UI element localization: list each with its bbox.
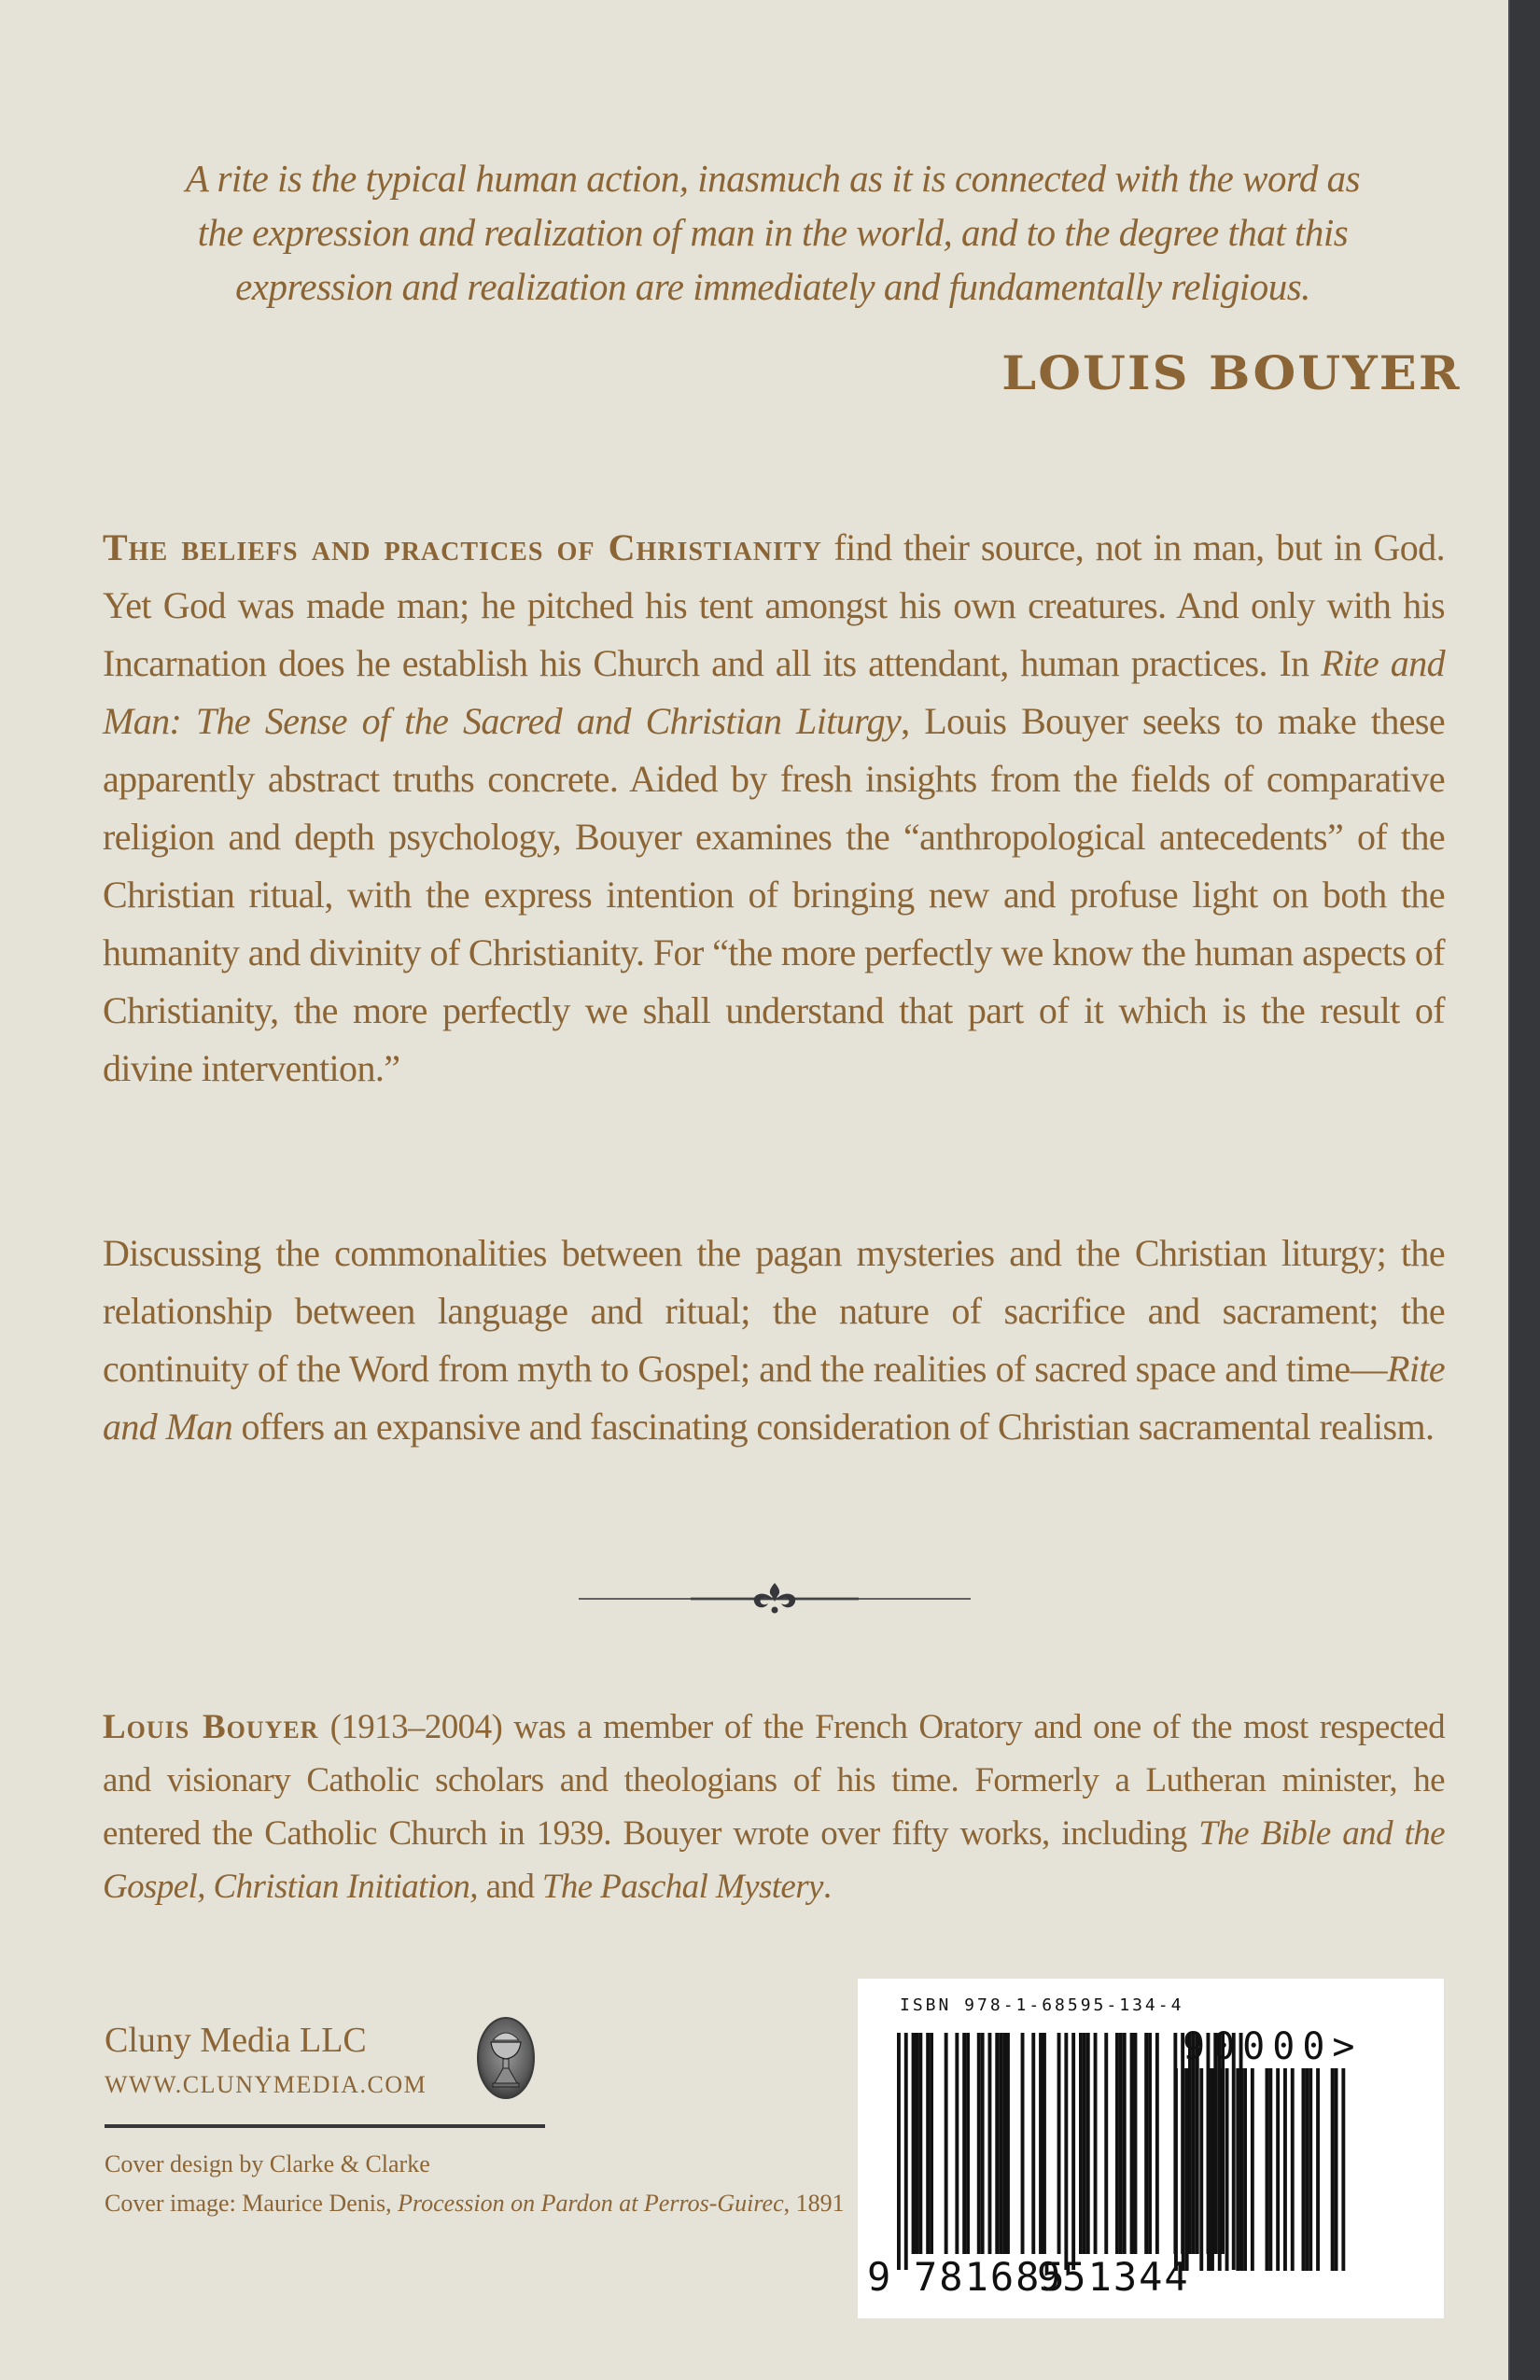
- cover-design-credit: Cover design by Clarke & Clarke: [105, 2150, 430, 2177]
- barcode-bar: [904, 2033, 908, 2270]
- barcode-bar: [999, 2033, 1002, 2254]
- addon-barcode-bar: [1182, 2068, 1185, 2271]
- credit-text: , 1891: [783, 2190, 845, 2217]
- barcode-bar: [981, 2033, 985, 2254]
- barcode-bar: [926, 2033, 930, 2254]
- barcode-bar: [1148, 2033, 1152, 2254]
- epigraph-quote: [93, 151, 1452, 314]
- isbn-label: ISBN 978-1-68595-134-4: [900, 1995, 1184, 2015]
- barcode-bar: [977, 2033, 981, 2254]
- ean-left-digits: 781685: [914, 2254, 1067, 2300]
- barcode-bar: [1134, 2033, 1138, 2254]
- addon-barcode-bar: [1236, 2068, 1239, 2271]
- barcode-bar: [1043, 2033, 1046, 2254]
- barcode-bar: [988, 2033, 992, 2254]
- publisher-rule: [105, 2124, 545, 2128]
- addon-barcode-bar: [1283, 2068, 1287, 2271]
- barcode-bar: [1123, 2033, 1127, 2254]
- barcode-bar: [1002, 2033, 1006, 2254]
- barcode-bar: [1083, 2033, 1086, 2254]
- barcode-bar: [1006, 2033, 1010, 2254]
- addon-barcode-bar: [1199, 2068, 1203, 2271]
- author-name: Louis Bouyer: [103, 1708, 319, 1746]
- barcode-bar: [1057, 2033, 1061, 2254]
- barcode-bar: [1064, 2033, 1068, 2270]
- epigraph-line: A rite is the typical human action, inasmuch as it is connected with the word as: [185, 157, 1361, 200]
- addon-barcode-bar: [1185, 2068, 1189, 2271]
- epigraph-line: the expression and realization of man in the world, and to the degree that this: [197, 211, 1349, 254]
- addon-barcode-bar: [1218, 2068, 1222, 2271]
- bio-text: (1913–2004) was a member of the French Oratory and one of the most respected and visionary Catholic scholars and theologians of his time. Formerly a Lutheran minister, he entered the Catholic Church in 1939. Bouyer wrote over fifty works, including: [103, 1708, 1445, 1853]
- barcode-bar: [1144, 2033, 1148, 2254]
- barcode-bar: [995, 2033, 999, 2254]
- barcode-bar: [1232, 2033, 1236, 2270]
- barcode-bar: [1039, 2033, 1043, 2254]
- para-text: find their source, not in man, but in God. Yet God was made man; he pitched his tent amongst his own creatures. And only with his Incarnation does he establish his Church and all its attendant, human practices. In: [103, 526, 1445, 684]
- addon-barcode-bar: [1316, 2068, 1320, 2271]
- barcode-bar: [962, 2033, 966, 2254]
- addon-barcode-bar: [1276, 2068, 1280, 2271]
- addon-barcode-bar: [1207, 2068, 1211, 2271]
- barcode-bar: [1119, 2033, 1123, 2254]
- book-title: Rite and Man: The Sense of the Sacred and Christian Liturgy: [103, 642, 1445, 742]
- cover-credits: [105, 2145, 845, 2223]
- barcode-bar: [1104, 2033, 1108, 2254]
- addon-barcode-bar: [1291, 2068, 1295, 2271]
- isbn-barcode: [858, 1979, 1444, 2318]
- barcode-bar: [918, 2033, 922, 2254]
- barcode-bar: [897, 2033, 901, 2270]
- barcode-bar: [1071, 2033, 1075, 2270]
- barcode-bar: [966, 2033, 970, 2254]
- description-paragraph-1: [103, 519, 1445, 1098]
- addon-barcode-bar: [1174, 2068, 1178, 2271]
- work-title: The Paschal Mystery: [541, 1868, 823, 1906]
- barcode-bar: [1094, 2033, 1098, 2254]
- barcode-bar: [930, 2033, 933, 2254]
- addon-barcode-bar: [1331, 2068, 1335, 2271]
- addon-barcode-bar: [1341, 2068, 1345, 2271]
- bio-text: and: [477, 1868, 542, 1906]
- addon-barcode-bar: [1211, 2068, 1214, 2271]
- addon-barcode-bar: [1225, 2068, 1229, 2271]
- chalice-icon: [476, 2016, 536, 2100]
- ean-right-digits: 951344: [1037, 2254, 1190, 2300]
- para-text: Discussing the commonalities between the pagan mysteries and the Christian liturgy; the relationship between language and ritual; the nature of sacrifice and sacrament; the continuity of the Word from myth to Gospel; and the realities of sacred space and time—: [103, 1232, 1445, 1390]
- barcode-bar: [1021, 2033, 1025, 2254]
- epigraph-line: expression and realization are immediately and fundamentally religious.: [235, 265, 1310, 308]
- addon-barcode-bar: [1305, 2068, 1309, 2271]
- ornament-divider-icon: [579, 1579, 971, 1617]
- addon-barcode-bar: [1268, 2068, 1272, 2271]
- painting-title: Procession on Pardon at Perros-Guirec: [398, 2190, 784, 2217]
- cover-image-credit: [105, 2184, 845, 2223]
- addon-barcode-bar: [1239, 2068, 1243, 2271]
- barcode-bar: [916, 2033, 919, 2254]
- para-text: , Louis Bouyer seeks to make these apparently abstract truths concrete. Aided by fresh insights from the fields of comparative religion and depth psychology, Bouyer examines the “anthropological antecedents” of the Christian ritual, with the express intention of bringing new and profuse light on both the humanity and divinity of Christianity. For “the more perfectly we know the human aspects of Christianity, the more perfectly we shall understand that part of it which is the result of divine intervention.”: [103, 700, 1446, 1089]
- barcode-bar: [912, 2033, 916, 2254]
- barcode-bar: [1115, 2033, 1119, 2254]
- barcode-bar: [955, 2033, 959, 2254]
- addon-barcode-bar: [1302, 2068, 1306, 2271]
- author-bio: [103, 1701, 1445, 1913]
- barcode-bar: [1079, 2033, 1083, 2254]
- barcode-bar: [1031, 2033, 1035, 2254]
- barcode-bar: [1086, 2033, 1090, 2254]
- work-title: The Bible and the Gospel, Christian Initiation,: [103, 1814, 1445, 1906]
- barcode-bar: [1130, 2033, 1134, 2254]
- lead-in: The beliefs and practices of Christianity: [103, 526, 822, 568]
- barcode-bar: [1155, 2033, 1159, 2254]
- addon-barcode-bar: [1309, 2068, 1312, 2271]
- addon-barcode-bar: [1251, 2068, 1254, 2271]
- price-code: 90000>: [1183, 2025, 1363, 2068]
- addon-barcode-bar: [1335, 2068, 1338, 2271]
- credit-text: Cover image: Maurice Denis,: [105, 2190, 399, 2217]
- description-paragraph-2: [103, 1225, 1445, 1456]
- book-spine-edge: [1508, 0, 1540, 2380]
- book-title: Rite and Man: [103, 1348, 1445, 1448]
- bio-text: .: [822, 1868, 832, 1906]
- ean-first-digit: 9: [867, 2254, 891, 2300]
- para-text: offers an expansive and fascinating consideration of Christian sacramental realism.: [232, 1406, 1435, 1448]
- epigraph-author: LOUIS BOUYER: [1001, 345, 1462, 400]
- addon-barcode-bar: [1243, 2068, 1247, 2271]
- addon-barcode-bar: [1266, 2068, 1269, 2271]
- publisher-url[interactable]: WWW.CLUNYMEDIA.COM: [105, 2071, 427, 2098]
- publisher-name: Cluny Media LLC: [105, 2021, 367, 2060]
- barcode-bar: [945, 2033, 948, 2254]
